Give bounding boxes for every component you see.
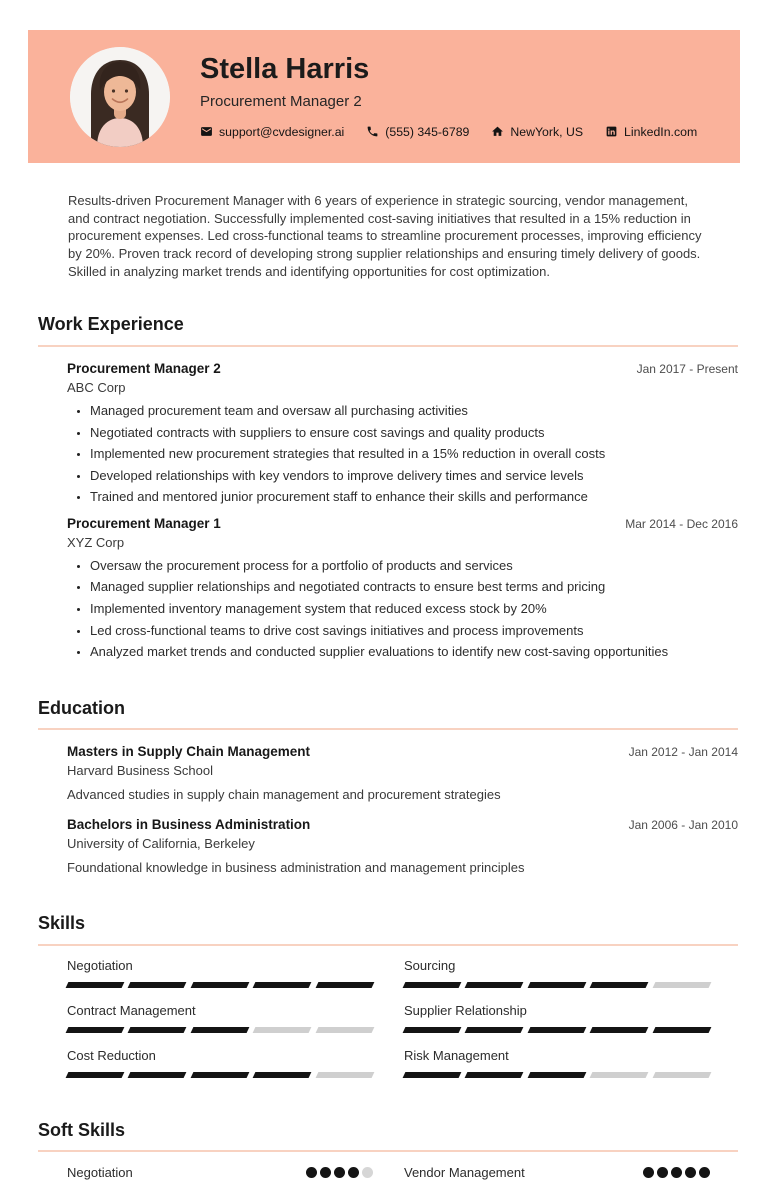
skill-label: Contract Management xyxy=(67,1002,196,1018)
soft-skills-grid xyxy=(67,1165,710,1180)
section-divider xyxy=(38,944,738,946)
bar-segment xyxy=(590,1072,649,1078)
bar-segment xyxy=(315,1027,374,1033)
bullet-item: • Implemented new procurement strategies that resulted in a 15% reduction in overall costs xyxy=(90,445,738,462)
bar-segment xyxy=(190,1072,249,1078)
rating-dot xyxy=(362,1167,373,1178)
rating-dot xyxy=(320,1167,331,1178)
soft-skill-label: Vendor Management xyxy=(404,1165,525,1180)
linkedin-icon xyxy=(605,125,618,138)
bar-segment xyxy=(527,1072,586,1078)
job-company: XYZ Corp xyxy=(67,534,125,550)
bar-segment xyxy=(128,1027,187,1033)
bullet-item: • Managed procurement team and oversaw all purchasing activities xyxy=(90,402,738,419)
rating-dot xyxy=(657,1167,668,1178)
rating-dot xyxy=(306,1167,317,1178)
contact-email-text: support@cvdesigner.ai xyxy=(219,124,345,139)
education-description: Advanced studies in supply chain management and procurement strategies xyxy=(67,787,501,803)
skill-label: Sourcing xyxy=(404,957,456,973)
skill-item xyxy=(404,958,710,988)
header-text-block xyxy=(200,54,697,139)
bar-segment xyxy=(253,1027,312,1033)
education-entries xyxy=(67,744,738,875)
soft-skill-item xyxy=(404,1165,710,1180)
job-dates: Mar 2014 - Dec 2016 xyxy=(625,516,738,531)
bullet-item: • Implemented inventory management system that reduced excess stock by 20% xyxy=(90,600,738,617)
rating-dot xyxy=(348,1167,359,1178)
soft-skills-heading: Soft Skills xyxy=(38,1119,126,1140)
soft-skill-rating xyxy=(306,1167,373,1178)
section-work-experience xyxy=(38,314,738,660)
skill-item xyxy=(404,1003,710,1033)
bar-segment xyxy=(253,1072,312,1078)
job-title: Procurement Manager 2 xyxy=(67,360,221,376)
avatar xyxy=(70,47,170,147)
home-icon xyxy=(491,125,504,138)
person-title: Procurement Manager 2 xyxy=(200,92,362,110)
contact-location-text: NewYork, US xyxy=(510,124,584,139)
bar-segment xyxy=(315,982,374,988)
education-description: Foundational knowledge in business administration and management principles xyxy=(67,860,525,876)
skill-bar xyxy=(67,982,373,988)
section-divider xyxy=(38,728,738,730)
skill-bar xyxy=(67,1027,373,1033)
section-divider xyxy=(38,1150,738,1152)
bullet-item: • Developed relationships with key vendors to improve delivery times and service levels xyxy=(90,467,738,484)
skills-heading: Skills xyxy=(38,913,86,934)
job-bullets xyxy=(67,557,738,661)
job-title: Procurement Manager 1 xyxy=(67,515,221,531)
job-entry xyxy=(67,516,738,661)
job-entry-head xyxy=(67,516,738,550)
bar-segment xyxy=(465,982,524,988)
bar-segment xyxy=(465,1027,524,1033)
rating-dot xyxy=(334,1167,345,1178)
rating-dot xyxy=(671,1167,682,1178)
contact-phone-text: (555) 345-6789 xyxy=(385,124,470,139)
bar-segment xyxy=(128,982,187,988)
section-divider xyxy=(38,345,738,347)
bar-segment xyxy=(652,1027,711,1033)
education-entry-head xyxy=(67,817,738,851)
skills-grid xyxy=(67,958,710,1078)
contact-email[interactable] xyxy=(200,125,344,139)
degree-title: Bachelors in Business Administration xyxy=(67,817,311,833)
work-experience-heading: Work Experience xyxy=(38,314,184,335)
soft-skill-item xyxy=(67,1165,373,1180)
job-dates: Jan 2017 - Present xyxy=(636,361,738,376)
job-entry-head xyxy=(67,361,738,395)
phone-icon xyxy=(366,125,379,138)
contact-row xyxy=(200,125,697,139)
bullet-item: • Managed supplier relationships and negotiated contracts to ensure best terms and pricing xyxy=(90,578,738,595)
skill-label: Risk Management xyxy=(404,1047,509,1063)
rating-dot xyxy=(685,1167,696,1178)
email-icon xyxy=(200,125,213,138)
resume-page xyxy=(0,30,768,1180)
bar-segment xyxy=(590,1027,649,1033)
section-education xyxy=(38,698,738,876)
skill-label: Negotiation xyxy=(67,957,133,973)
job-entry xyxy=(67,361,738,506)
work-entries xyxy=(67,361,738,661)
bar-segment xyxy=(66,982,125,988)
soft-skill-rating xyxy=(643,1167,710,1178)
skill-label: Supplier Relationship xyxy=(404,1002,527,1018)
bar-segment xyxy=(315,1072,374,1078)
skill-item xyxy=(67,1048,373,1078)
skill-item xyxy=(67,958,373,988)
bar-segment xyxy=(590,982,649,988)
skill-bar xyxy=(404,982,710,988)
education-heading: Education xyxy=(38,697,126,718)
bar-segment xyxy=(465,1072,524,1078)
education-entry xyxy=(67,744,738,802)
bar-segment xyxy=(527,982,586,988)
contact-linkedin-text: LinkedIn.com xyxy=(624,124,698,139)
bullet-item: • Trained and mentored junior procurement staff to enhance their skills and performance xyxy=(90,488,738,505)
contact-phone[interactable] xyxy=(366,125,469,139)
job-bullets xyxy=(67,402,738,506)
job-company: ABC Corp xyxy=(67,379,126,395)
bar-segment xyxy=(190,1027,249,1033)
bar-segment xyxy=(652,982,711,988)
contact-linkedin[interactable] xyxy=(605,125,697,139)
bar-segment xyxy=(66,1027,125,1033)
bar-segment xyxy=(652,1072,711,1078)
bullet-item: • Oversaw the procurement process for a portfolio of products and services xyxy=(90,557,738,574)
skill-bar xyxy=(67,1072,373,1078)
bar-segment xyxy=(190,982,249,988)
rating-dot xyxy=(643,1167,654,1178)
section-skills xyxy=(38,913,738,1078)
skill-bar xyxy=(404,1072,710,1078)
soft-skill-label: Negotiation xyxy=(67,1165,133,1180)
bar-segment xyxy=(128,1072,187,1078)
person-name: Stella Harris xyxy=(200,53,370,86)
skill-label: Cost Reduction xyxy=(67,1047,156,1063)
resume-header xyxy=(28,30,740,163)
bar-segment xyxy=(253,982,312,988)
avatar-portrait-illustration xyxy=(70,47,170,147)
bar-segment xyxy=(527,1027,586,1033)
bullet-item: • Analyzed market trends and conducted supplier evaluations to identify new cost-saving opportunities xyxy=(90,643,738,660)
degree-title: Masters in Supply Chain Management xyxy=(67,744,311,760)
rating-dot xyxy=(699,1167,710,1178)
skill-bar xyxy=(404,1027,710,1033)
school-name: Harvard Business School xyxy=(67,763,213,779)
section-soft-skills xyxy=(38,1120,738,1180)
skill-item xyxy=(67,1003,373,1033)
education-entry-head xyxy=(67,744,738,778)
bullet-item: • Negotiated contracts with suppliers to ensure cost savings and quality products xyxy=(90,424,738,441)
skill-item xyxy=(404,1048,710,1078)
contact-location[interactable] xyxy=(491,125,583,139)
bullet-item: • Led cross-functional teams to drive cost savings initiatives and process improvements xyxy=(90,622,738,639)
education-entry xyxy=(67,817,738,875)
bar-segment xyxy=(403,982,462,988)
bar-segment xyxy=(403,1072,462,1078)
education-dates: Jan 2012 - Jan 2014 xyxy=(628,745,738,760)
bar-segment xyxy=(66,1072,125,1078)
summary-paragraph: Results-driven Procurement Manager with 6 years of experience in strategic sourcing, vendor management, and contract negotiation. Successfully implemented cost-saving initiatives that resulted in a 15% reduction in procurement expenses. Led cross-functional teams to streamline procurement processes, improving efficiency by 20%. Proven track record of developing strong supplier relationships and ensuring timely delivery of goods. Skilled in analyzing market trends and identifying opportunities for cost optimization. xyxy=(68,193,702,279)
school-name: University of California, Berkeley xyxy=(67,836,255,852)
education-dates: Jan 2006 - Jan 2010 xyxy=(628,818,738,833)
bar-segment xyxy=(403,1027,462,1033)
